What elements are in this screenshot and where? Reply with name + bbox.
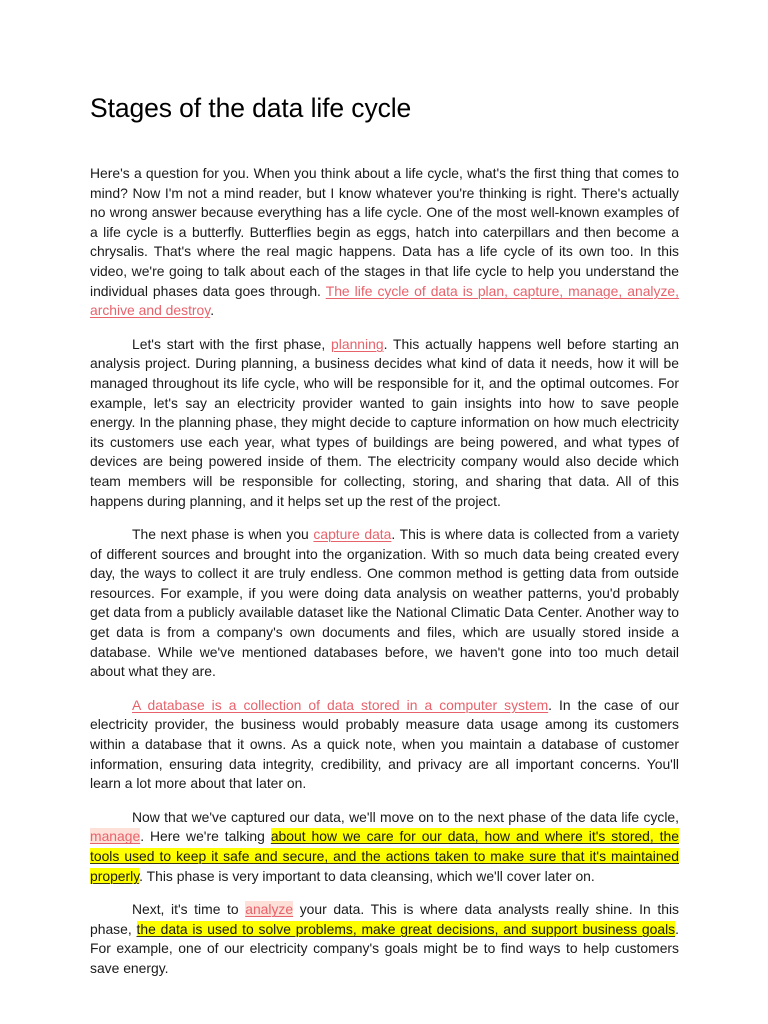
text-run: Now that we've captured our data, we'll move on to the next phase of the data life cycle, — [132, 808, 679, 825]
text-run: . This is where data is collected from a variety of different sources and brought into the organization. With so much data being created every day, the ways to collect it are truly endless. One common method is getting data from outside resources. For example, if you were doing data analysis on weather patterns, you'd probably get data from a publicly available dataset like the National Climatic Data Center. Another way to get data is from a company's own documents and files, which are usually stored inside a database. While we've mentioned databases before, we haven't gone into too much detail about what they are. — [90, 526, 680, 680]
text-run: . For example, one of our electricity company's goals might be to find ways to help customers save energy. — [90, 920, 679, 976]
paragraph-container — [90, 164, 679, 979]
red-highlighted-term: manage — [90, 828, 141, 845]
text-run: . This phase is very important to data cleansing, which we'll cover later on. — [139, 867, 595, 884]
text-run: The next phase is when you — [132, 526, 314, 543]
yellow-highlight: the data is used to solve problems, make great decisions, and support business goals — [136, 920, 676, 937]
paragraph-manage — [90, 808, 679, 886]
text-run: Next, it's time to — [132, 901, 246, 918]
red-underlined-term: planning — [331, 335, 384, 352]
text-run: . In the case of our electricity provider, the business would probably measure data usage among its customers within a database that it owns. As a quick note, when you maintain a database of customer information, ensuring data integrity, credibility, and privacy are all important concerns. You'll learn a lot more about that later on. — [90, 696, 679, 792]
paragraph-analyze — [90, 900, 679, 978]
text-run: . — [210, 302, 215, 319]
paragraph-plan — [90, 335, 679, 511]
paragraph-database — [90, 696, 679, 794]
red-highlighted-term: analyze — [245, 901, 294, 918]
red-underlined-term: A database is a collection of data stored in a computer system — [132, 696, 549, 713]
document-body — [90, 92, 679, 979]
text-run: . Here we're talking — [140, 828, 271, 845]
red-underlined-term: The life cycle of data is plan, capture, manage, analyze, archive and destroy — [90, 282, 679, 319]
text-run: Let's start with the first phase, — [132, 335, 332, 352]
text-run: Here's a question for you. When you think about a life cycle, what's the first thing that comes to mind? Now I'm not a mind reader, but I know whatever you're thinking is right. There's actually no wrong answer because everything has a life cycle. One of the most well-known examples of a life cycle is a butterfly. Butterflies begin as eggs, hatch into caterpillars and then become a chrysalis. That's where the real magic happens. Data has a life cycle of its own too. In this video, we're going to talk about each of the stages in that life cycle to help you understand the individual phases data goes through. — [90, 165, 679, 299]
text-run: . This actually happens well before starting an analysis project. During planning, a business decides what kind of data it needs, how it will be managed throughout its life cycle, who will be responsible for it, and the optimal outcomes. For example, let's say an electricity provider wanted to gain insights into how to save people energy. In the planning phase, they might decide to capture information on how much electricity its customers use each year, what types of buildings are being powered, and what types of devices are being powered inside of them. The electricity company would also decide which team members will be responsible for collecting, storing, and sharing that data. All of this happens during planning, and it helps set up the rest of the project. — [90, 335, 680, 509]
page-title: Stages of the data life cycle — [90, 93, 412, 123]
text-run: your data. This is where data analysts really shine. In this phase, — [90, 901, 679, 937]
yellow-highlight: about how we care for our data, how and where it's stored, the tools used to keep it safe and secure, and the actions taken to make sure that it's maintained properly — [90, 828, 679, 884]
paragraph-capture — [90, 525, 679, 682]
red-underlined-term: capture data — [313, 526, 392, 543]
paragraph-intro — [90, 164, 679, 321]
